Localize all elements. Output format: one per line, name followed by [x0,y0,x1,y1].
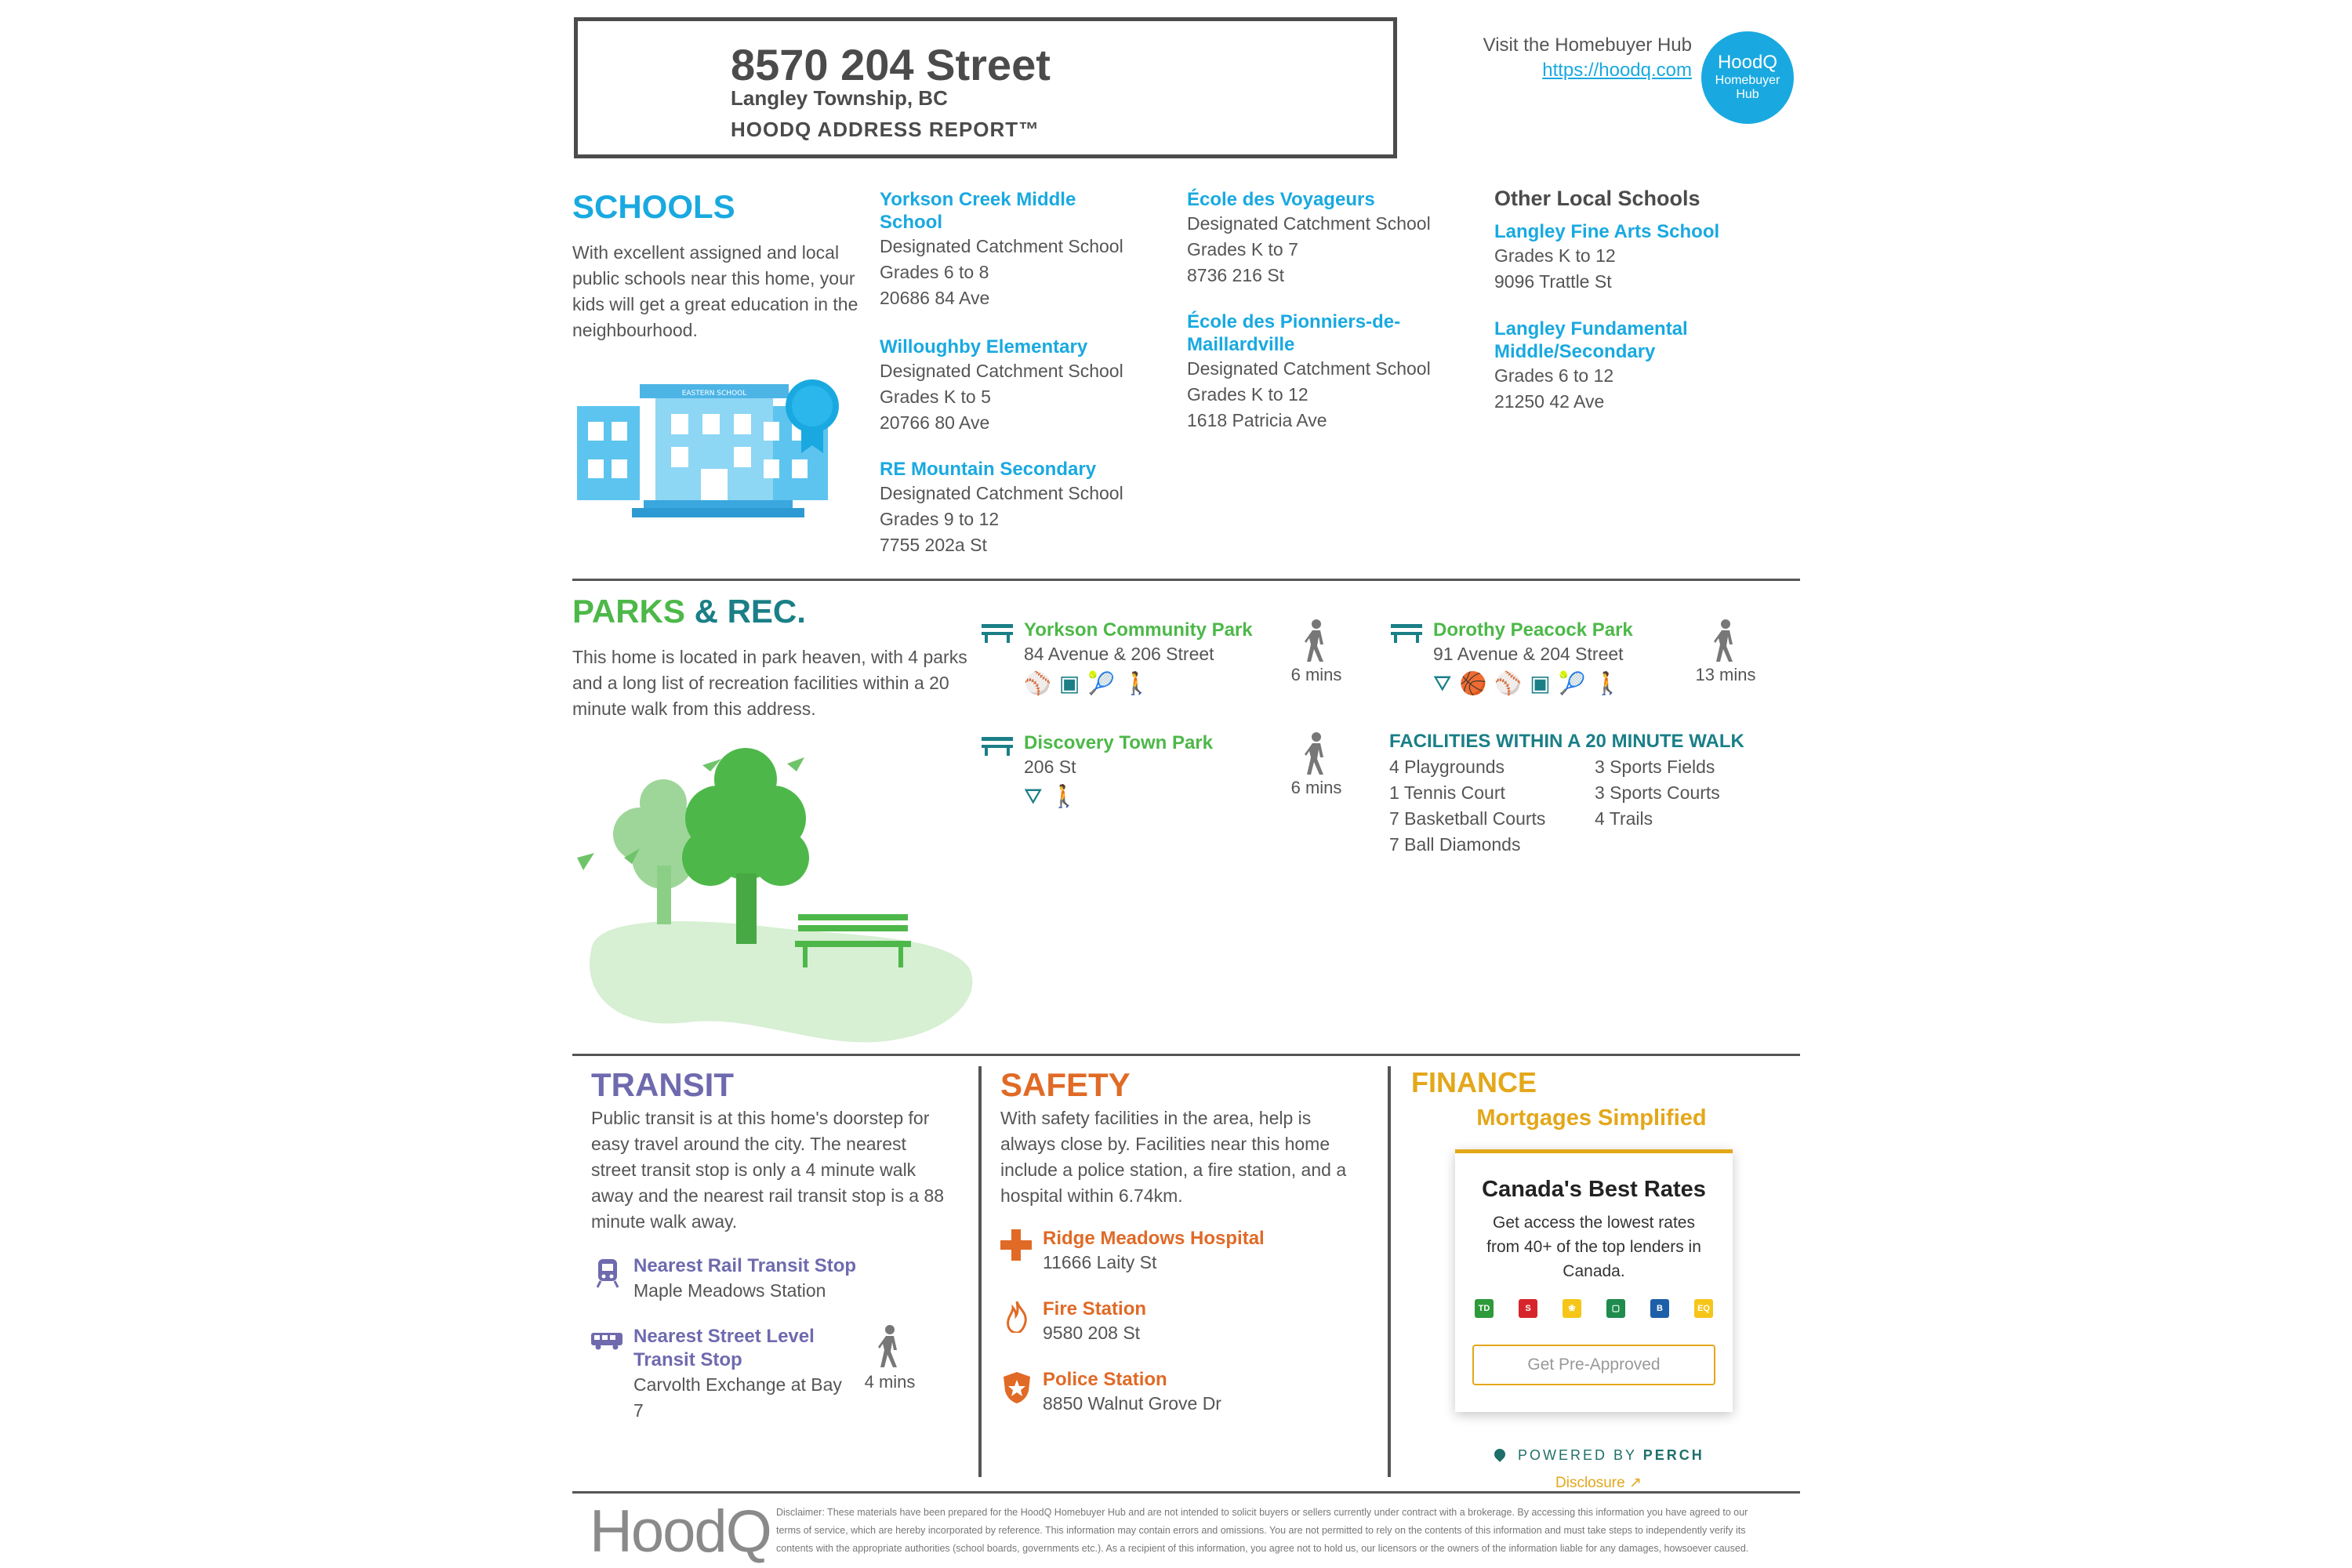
disclaimer-line: Disclaimer: These materials have been prepared for the HoodQ Homebuyer Hub and are not intended to solicit buyers or sellers currently under contract with a brokerage. By accessing this information you have agreed to our [776,1507,1748,1518]
parks-title-a: PARKS [572,593,685,630]
mortgage-card-line: Canada. [1563,1262,1625,1280]
school-address: 20686 84 Ave [880,288,990,308]
schools-desc-line: kids will get a great education in the [572,294,858,314]
safety-item-name: Ridge Meadows Hospital [1043,1228,1265,1249]
school-address: 1618 Patricia Ave [1187,410,1327,430]
school-grades: Grades 9 to 12 [880,509,1000,529]
school-grades: Grades 6 to 12 [1494,365,1614,386]
sports-field-icon: ▣ [1530,671,1559,695]
section-divider [572,1491,1800,1494]
property-address: 8570 204 Street [731,40,1051,89]
school-address: 9096 Trattle St [1494,271,1612,292]
safety-item-address: 11666 Laity St [1043,1252,1157,1272]
safety-title: SAFETY [1000,1066,1131,1103]
train-icon [596,1258,619,1289]
schools-description [572,240,886,343]
school-address: 21250 42 Ave [1494,391,1605,412]
parks-description [572,644,996,722]
parks-desc-line: This home is located in park heaven, with 4 parks [572,647,967,667]
disclaimer-line: contents with the appropriate authorities (school boards, governments etc.). As a recipient of this information, you agree not to hold us, our licensors or the owners of the information liable for any damages, howsoever caused. [776,1543,1749,1554]
safety-item-fire[interactable] [1043,1298,1146,1346]
walking-person-icon [1303,619,1330,663]
walk-time: 4 mins [864,1372,916,1392]
hub-link[interactable]: https://hoodq.com [1542,60,1692,81]
safety-desc-line: With safety facilities in the area, help is [1000,1108,1312,1128]
school-type: Designated Catchment School [880,483,1123,503]
school-address: 7755 202a St [880,535,987,555]
walk-time: 6 mins [1290,665,1342,684]
transit-title: TRANSIT [591,1066,734,1103]
basketball-icon: 🏀 [1459,671,1495,695]
street-transit-station: Carvolth Exchange at Bay [633,1374,842,1395]
rail-transit-title: Nearest Rail Transit Stop [633,1255,857,1276]
mortgage-card-line: from 40+ of the top lenders in [1486,1238,1701,1256]
transit-desc-line: away and the nearest rail transit stop is a 88 [591,1185,945,1206]
disclosure-label: Disclosure [1555,1475,1625,1491]
section-divider [572,579,1800,581]
facility-item: 3 Sports Courts [1595,782,1720,803]
bench-icon [982,624,1013,643]
hub-badge-line1: HoodQ [1717,52,1778,73]
property-city: Langley Township, BC [731,86,948,110]
facility-item: 3 Sports Fields [1595,757,1715,777]
school-card[interactable] [1494,220,1808,318]
column-divider [978,1066,982,1477]
get-pre-approved-button[interactable]: Get Pre-Approved [1472,1345,1715,1385]
park-name[interactable]: Discovery Town Park [1024,732,1213,753]
schools-desc-line: With excellent assigned and local [572,242,840,263]
hub-badge-line2: Homebuyer [1715,74,1780,87]
fire-icon [1007,1301,1027,1333]
park-address: 206 St [1024,757,1076,777]
park-name[interactable]: Yorkson Community Park [1024,619,1253,641]
rail-transit-stop[interactable] [633,1254,856,1304]
finance-subtitle: Mortgages Simplified [1476,1105,1707,1131]
park-address: 91 Avenue & 204 Street [1433,644,1624,664]
facility-item: 7 Basketball Courts [1389,808,1546,829]
facility-item: 7 Ball Diamonds [1389,834,1521,855]
school-name[interactable]: Langley Fundamental [1494,318,1688,339]
transit-desc-line: Public transit is at this home's doorstep for [591,1108,930,1128]
hoodq-logo: HoodQ [590,1498,771,1565]
school-type: Designated Catchment School [1187,358,1431,379]
park-name[interactable]: Dorothy Peacock Park [1433,619,1633,641]
school-card[interactable] [1187,188,1485,310]
schools-desc-line: neighbourhood. [572,320,698,340]
school-card[interactable] [880,188,1178,336]
schools-column-1 [880,188,1178,558]
school-name[interactable]: École des Voyageurs [1187,189,1375,210]
facilities-list-right [1595,754,1720,832]
facilities-title: FACILITIES WITHIN A 20 MINUTE WALK [1389,731,1744,752]
tennis-icon: 🎾 [1558,671,1594,695]
other-schools [1494,187,1808,415]
external-link-icon: ↗ [1628,1475,1642,1491]
school-name[interactable]: Willoughby Elementary [880,336,1088,358]
playground-icon: ⛛ [1024,784,1051,808]
section-divider [572,1054,1800,1056]
street-transit-title: Transit Stop [633,1349,742,1370]
ball-diamond-icon: ⚾ [1494,671,1530,695]
school-type: Designated Catchment School [1187,213,1431,234]
mortgage-card-text [1455,1210,1733,1283]
school-card[interactable] [1187,310,1485,434]
parks-title [572,593,806,630]
facility-item: 4 Trails [1595,808,1653,829]
trail-icon: 🚶 [1123,671,1159,695]
perch-pin-icon [1492,1446,1508,1462]
parks-title-b: & REC. [694,593,806,630]
bank-logo: B [1650,1299,1669,1318]
column-divider [1388,1066,1391,1477]
safety-desc-line: always close by. Facilities near this home [1000,1134,1330,1154]
hub-badge-line3: Hub [1736,88,1759,101]
school-name[interactable]: Langley Fine Arts School [1494,221,1720,242]
rail-transit-station: Maple Meadows Station [633,1280,826,1301]
parks-desc-line: minute walk from this address. [572,699,816,719]
hub-badge[interactable] [1701,31,1794,124]
safety-item-hospital[interactable] [1043,1228,1265,1276]
safety-item-address: 9580 208 St [1043,1323,1141,1343]
walking-person-icon [1303,732,1330,776]
facility-item: 1 Tennis Court [1389,782,1505,803]
safety-desc-line: hospital within 6.74km. [1000,1185,1183,1206]
tennis-icon: 🎾 [1087,671,1123,695]
bus-icon [591,1331,622,1350]
street-transit-title: Nearest Street Level [633,1326,815,1347]
safety-description [1000,1105,1377,1209]
perch-brand: PERCH [1642,1447,1704,1463]
school-grades: Grades 6 to 8 [880,262,989,282]
finance-title: FINANCE [1411,1066,1537,1098]
schools-title: SCHOOLS [572,188,735,225]
other-schools-title: Other Local Schools [1494,187,1700,210]
schools-desc-line: public schools near this home, your [572,268,855,289]
school-name[interactable]: Yorkson Creek Middle [880,189,1076,210]
transit-desc-line: street transit stop is only a 4 minute walk [591,1160,916,1180]
facilities-list-left [1389,754,1545,858]
safety-desc-line: include a police station, a fire station, and a [1000,1160,1347,1180]
school-address: 20766 80 Ave [880,412,990,433]
park-address: 84 Avenue & 206 Street [1024,644,1214,664]
school-card[interactable] [1494,318,1808,415]
school-grades: Grades K to 5 [880,387,991,407]
school-card[interactable] [880,458,1178,558]
school-card[interactable] [880,336,1178,458]
walking-person-icon [1712,619,1739,663]
sports-field-icon: ▣ [1058,671,1088,695]
transit-description [591,1105,975,1235]
school-grades: Grades K to 12 [1494,245,1616,266]
park-card[interactable] [1024,732,1213,810]
park-card[interactable] [1024,619,1253,696]
mortgage-card [1455,1149,1733,1412]
bank-logos [1455,1299,1733,1318]
safety-item-name: Fire Station [1043,1298,1147,1319]
school-name[interactable]: Middle/Secondary [1494,341,1656,362]
safety-item-name: Police Station [1043,1369,1167,1390]
park-illustration [577,740,985,1046]
mortgage-card-title: Canada's Best Rates [1482,1177,1706,1202]
bank-logo: EQ [1694,1299,1713,1318]
school-building-label: EASTERN SCHOOL [681,390,747,397]
playground-icon: ⛛ [1433,671,1460,695]
bank-logo: ▢ [1606,1299,1625,1318]
transit-desc-line: minute walk away. [591,1211,738,1232]
walk-time: 13 mins [1695,665,1756,684]
street-transit-station: 7 [633,1400,644,1421]
parks-desc-line: and a long list of recreation facilities within a 20 [572,673,949,693]
bench-icon [1391,624,1422,643]
bank-logo: TD [1475,1299,1494,1318]
schools-column-2 [1187,188,1485,434]
school-grades: Grades K to 12 [1187,384,1308,405]
powered-by-label: POWERED BY [1518,1447,1637,1463]
walking-person-icon [877,1325,903,1369]
school-type: Designated Catchment School [880,361,1123,381]
safety-item-police[interactable] [1043,1369,1221,1417]
safety-item-address: 8850 Walnut Grove Dr [1043,1393,1221,1414]
school-name[interactable]: École des Pionniers-de- [1187,311,1401,332]
school-name[interactable]: RE Mountain Secondary [880,459,1097,480]
transit-desc-line: easy travel around the city. The nearest [591,1134,906,1154]
school-address: 8736 216 St [1187,265,1285,285]
disclosure-link[interactable] [1555,1474,1642,1492]
report-title: HOODQ ADDRESS REPORT™ [731,118,1040,141]
bench-icon [982,737,1013,756]
trail-icon: 🚶 [1593,671,1629,695]
walk-time: 6 mins [1290,778,1342,797]
school-name[interactable]: Maillardville [1187,334,1295,355]
street-transit-stop[interactable] [633,1325,861,1424]
school-grades: Grades K to 7 [1187,239,1298,260]
hospital-icon [1000,1229,1032,1261]
trail-icon: 🚶 [1050,784,1086,808]
school-building-illustration [577,375,851,524]
ball-diamond-icon: ⚾ [1024,671,1059,695]
park-card[interactable] [1433,619,1633,697]
park-amenity-icons [1024,783,1213,810]
bank-logo: S [1519,1299,1537,1318]
school-name[interactable]: School [880,212,943,233]
park-amenity-icons [1024,670,1253,696]
facility-item: 4 Playgrounds [1389,757,1505,777]
hub-text: Visit the Homebuyer Hub [1483,34,1692,56]
park-amenity-icons [1433,670,1633,697]
mortgage-card-line: Get access the lowest rates [1493,1214,1695,1232]
police-badge-icon [1004,1372,1030,1403]
powered-by [1494,1447,1704,1464]
disclaimer [776,1504,1803,1558]
school-type: Designated Catchment School [880,236,1123,256]
disclaimer-line: terms of service, which are hereby incorporated by reference. This information may contain errors and omissions. You are not permitted to rely on the contents of this information and must take steps to independently verify its [776,1525,1746,1536]
bank-logo: ❀ [1563,1299,1581,1318]
